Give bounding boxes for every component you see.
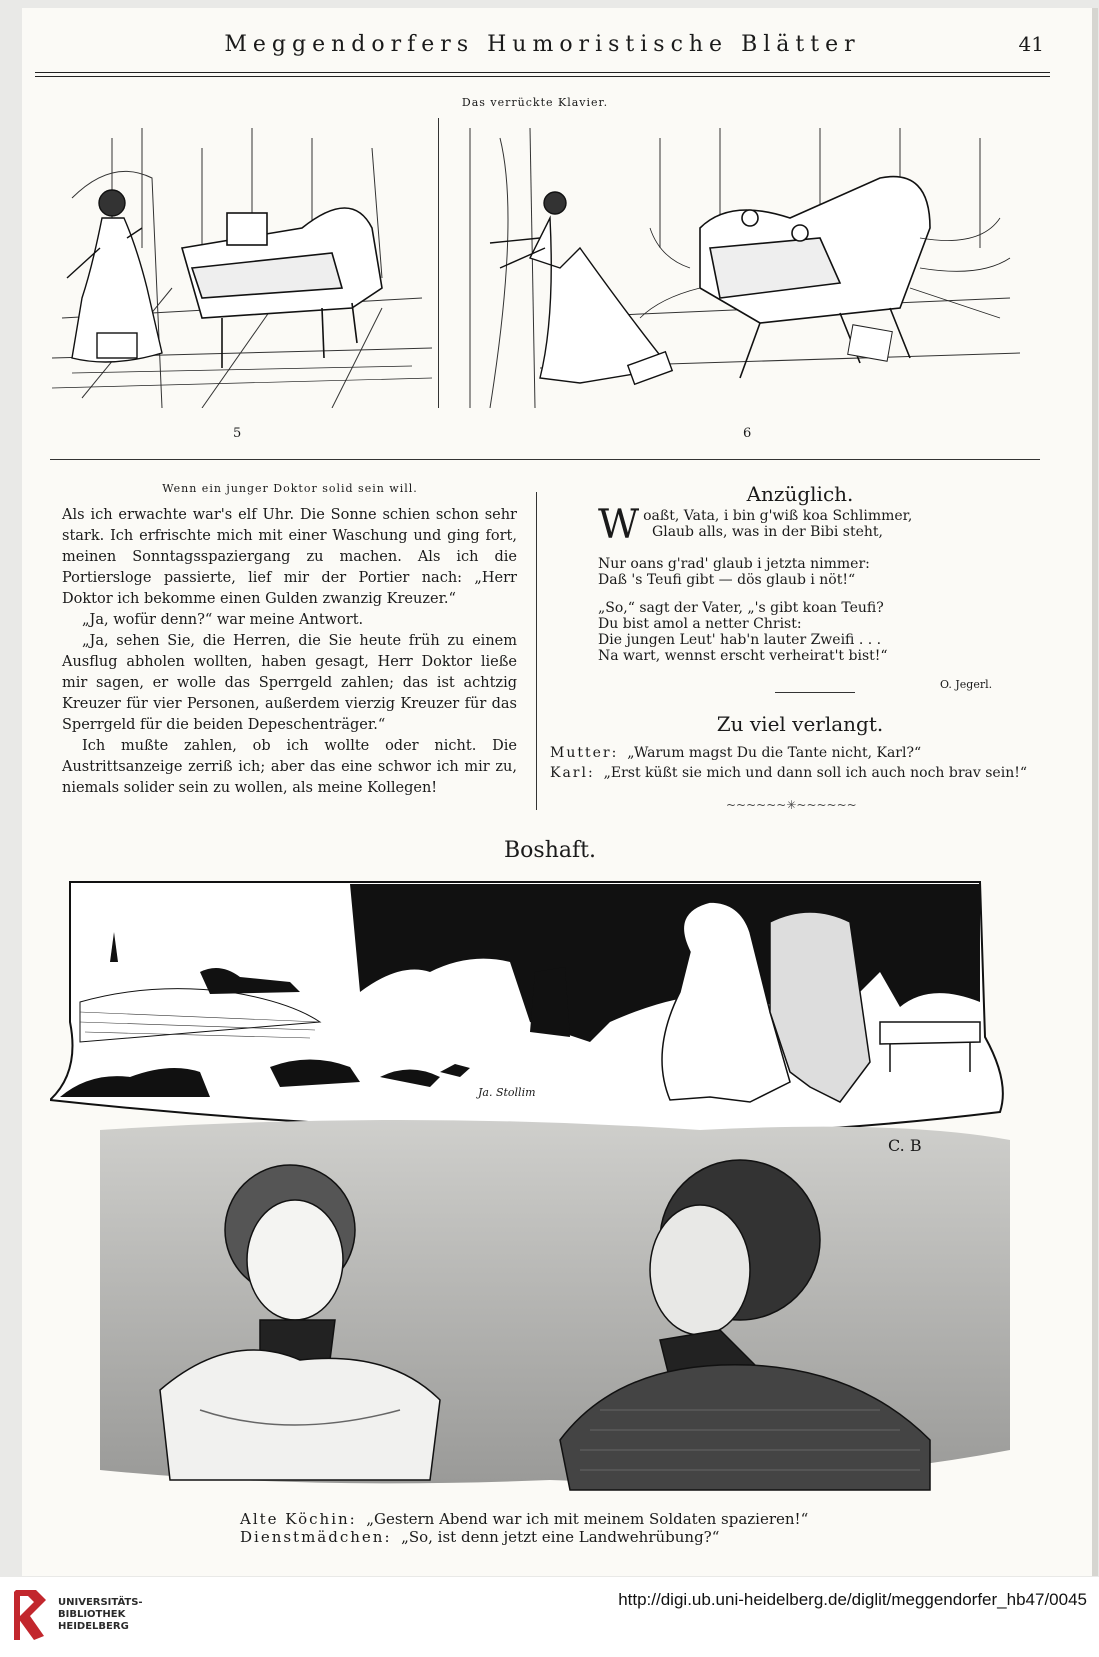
poem-line: „So,“ sagt der Vater, „'s gibt koan Teufi? [598, 600, 884, 616]
poem-line: Du bist amol a netter Christ: [598, 616, 802, 632]
story-paragraph: „Ja, wofür denn?“ war meine Antwort. [82, 612, 364, 628]
caption-line-1 [240, 1510, 808, 1528]
poem-title: Anzüglich. [746, 482, 854, 506]
short-rule [775, 692, 855, 693]
story-paragraph: „Ja, sehen Sie, die Herren, die Sie heute früh zu einem Ausflug abholen wollten, haben gesagt, Herr Doktor ließe mir sagen, er wolle das Sperrgeld zahlen; das ist achtzig Kreuzer für vier Personen, außerdem vierzig Kreuzer für das Sperrgeld für die beiden Depeschenträger.“ [62, 633, 517, 733]
poem-line: Glaub alls, was in der Bibi steht, [652, 524, 883, 540]
library-logo-icon [10, 1586, 52, 1644]
dialog-line-1 [550, 744, 921, 762]
logo-line: BIBLIOTHEK [58, 1609, 126, 1620]
panel-number-5: 5 [233, 426, 242, 441]
panel-number-6: 6 [743, 426, 752, 441]
poem-line: Die jungen Leut' hab'n lauter Zweifi . . . [598, 632, 882, 648]
poem-dropcap: W [598, 502, 640, 548]
poem-author: O. Jegerl. [940, 678, 993, 691]
caption-text: „Gestern Abend war ich mit meinem Soldaten spazieren!“ [366, 1510, 809, 1528]
poem-line: Nur oans g'rad' glaub i jetzta nimmer: [598, 556, 870, 572]
poem-line: Daß 's Teufi gibt — dös glaub i nöt!“ [598, 572, 856, 588]
dialog-text: „Warum magst Du die Tante nicht, Karl?“ [627, 745, 922, 761]
speaker-karl: Karl: [550, 765, 595, 781]
poem-stanza-1-cont [598, 556, 870, 588]
caption-line-2 [240, 1528, 719, 1546]
comic-divider [438, 118, 439, 408]
header-rule [35, 72, 1050, 77]
speaker-mutter: Mutter: [550, 745, 619, 761]
logo-line: HEIDELBERG [58, 1621, 129, 1632]
poem-stanza-1 [598, 502, 913, 548]
magazine-title: Meggendorfers Humoristische Blätter [224, 32, 861, 57]
dialog-title: Zu viel verlangt. [716, 712, 884, 736]
poem-line: oaßt, Vata, i bin g'wiß koa Schlimmer, [643, 508, 913, 524]
library-name [58, 1597, 143, 1633]
comic-title: Das verrückte Klavier. [461, 96, 609, 109]
story-paragraph: Ich mußte zahlen, ob ich wollte oder nicht. Die Austrittsanzeige zerriß ich; aber das eine schwor ich mir zu, niemals solider sein zu wollen, als meine Kollegen! [62, 738, 517, 796]
poem-stanza-2 [598, 600, 888, 664]
artist-signature: C. B [888, 1136, 922, 1155]
boshaft-top-scene [50, 872, 1015, 1140]
story-text [62, 505, 517, 799]
comic-panel-5 [52, 118, 432, 408]
ornament-divider: ~~~~~~✳~~~~~~ [726, 798, 857, 812]
dialog-text: „Erst küßt sie mich und dann soll ich auch noch brav sein!“ [603, 765, 1027, 781]
women-portrait-sketch [100, 1110, 1010, 1510]
dialog-line-2 [550, 764, 1027, 782]
page-number: 41 [1018, 32, 1044, 56]
story-heading: Wenn ein junger Doktor solid sein will. [162, 482, 418, 495]
running-header [35, 32, 1050, 72]
poem-line: Na wart, wennst erscht verheirat't bist!“ [598, 648, 888, 664]
boshaft-title: Boshaft. [504, 838, 596, 863]
piano-sketch-right [460, 118, 1020, 408]
footer-bar [0, 1577, 1099, 1657]
caption-text: „So, ist denn jetzt eine Landwehrübung?“ [401, 1528, 720, 1546]
sketch-signature: Ja. Stollim [478, 1086, 536, 1099]
boshaft-bottom-portraits [100, 1110, 1010, 1510]
speaker-dienstmaedchen: Dienstmädchen: [240, 1528, 392, 1546]
logo-line: UNIVERSITÄTS- [58, 1597, 143, 1608]
source-url-link[interactable]: http://digi.ub.uni-heidelberg.de/diglit/meggendorfer_hb47/0045 [618, 1590, 1087, 1609]
section-rule [50, 459, 1040, 460]
comic-panel-6 [460, 118, 1020, 408]
speaker-koechin: Alte Köchin: [240, 1510, 357, 1528]
park-bench-sketch [50, 872, 1015, 1140]
column-divider [536, 492, 537, 810]
piano-sketch-left [52, 118, 432, 408]
story-paragraph: Als ich erwachte war's elf Uhr. Die Sonne schien schon sehr stark. Ich erfrischte mich mit einer Waschung und ging fort, meinen Sonntagsspaziergang zu machen. Als ich die Portiersloge passierte, lief mir der Portier nach: „Herr Doktor ich bekomme einen Gulden zwanzig Kreuzer.“ [62, 507, 517, 607]
